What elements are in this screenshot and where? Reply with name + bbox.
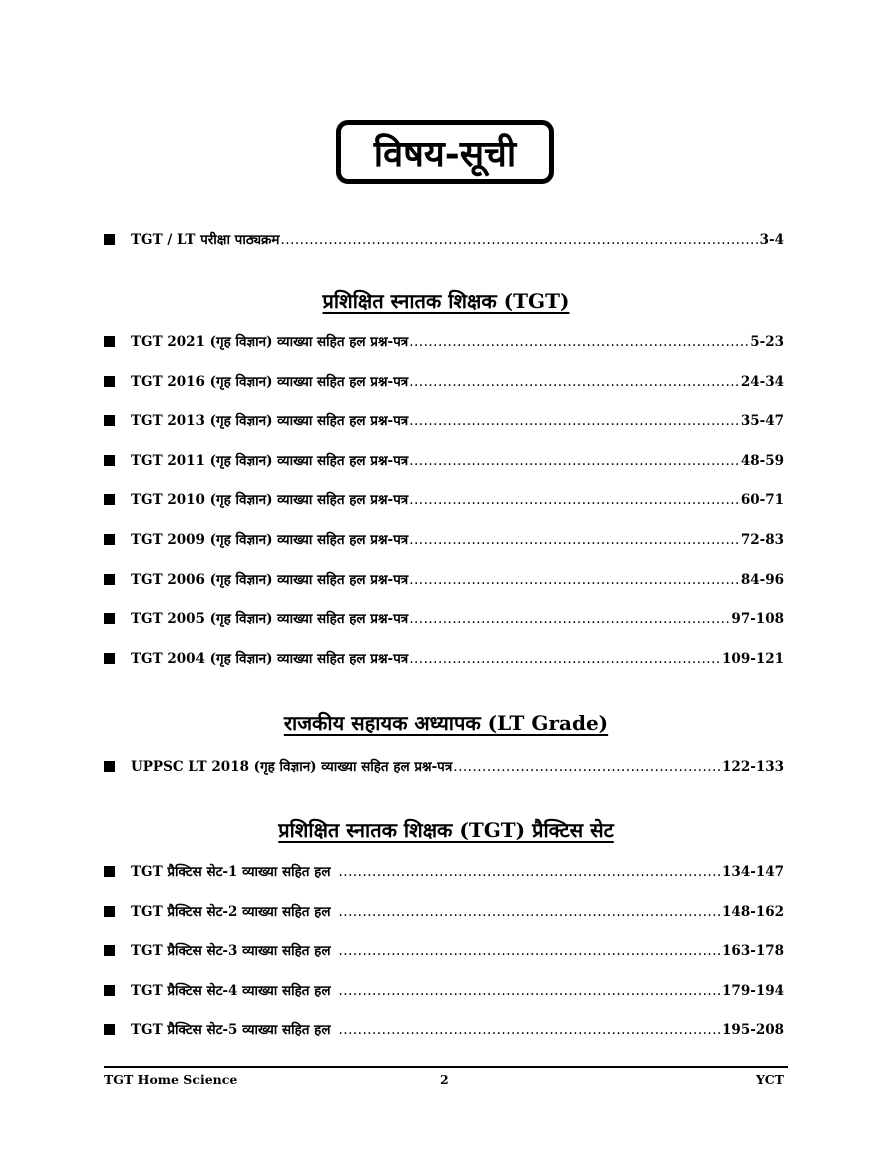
toc-entry-label: TGT 2004 (गृह विज्ञान) व्याख्या सहित हल प्रश्न-पत्र <box>131 651 409 667</box>
square-bullet-icon <box>104 234 115 245</box>
toc-entry-label: TGT 2009 (गृह विज्ञान) व्याख्या सहित हल प्रश्न-पत्र <box>131 532 409 548</box>
toc-entry-pages: 72-83 <box>740 532 784 548</box>
toc-entry-label: TGT 2021 (गृह विज्ञान) व्याख्या सहित हल प्रश्न-पत्र <box>131 334 409 350</box>
dot-leader <box>281 231 759 249</box>
square-bullet-icon <box>104 613 115 624</box>
dot-leader <box>409 452 740 470</box>
toc-entry[interactable] <box>104 903 784 921</box>
toc-entry-pages: 163-178 <box>722 943 784 959</box>
section-heading-lt-grade: राजकीय सहायक अध्यापक (LT Grade) <box>283 711 609 735</box>
section-heading-tgt: प्रशिक्षित स्नातक शिक्षक (TGT) <box>322 289 570 313</box>
square-bullet-icon <box>104 866 115 877</box>
dot-leader <box>339 942 722 960</box>
dot-leader <box>339 1021 722 1039</box>
square-bullet-icon <box>104 985 115 996</box>
toc-entry-pages: 84-96 <box>740 572 784 588</box>
toc-entry-pages: 148-162 <box>722 904 784 920</box>
square-bullet-icon <box>104 906 115 917</box>
toc-entry[interactable] <box>104 452 784 470</box>
toc-entry-pages: 24-34 <box>740 374 784 390</box>
toc-entry-label: TGT 2005 (गृह विज्ञान) व्याख्या सहित हल प्रश्न-पत्र <box>131 611 409 627</box>
page-title: विषय-सूची <box>336 120 554 184</box>
dot-leader <box>339 903 722 921</box>
toc-entry[interactable] <box>104 531 784 549</box>
toc-entry[interactable] <box>104 491 784 509</box>
square-bullet-icon <box>104 336 115 347</box>
dot-leader <box>409 531 740 549</box>
toc-entry-label: TGT प्रैक्टिस सेट-1 व्याख्या सहित हल <box>131 864 331 880</box>
dot-leader <box>339 982 722 1000</box>
square-bullet-icon <box>104 653 115 664</box>
square-bullet-icon <box>104 534 115 545</box>
dot-leader <box>339 863 722 881</box>
toc-entry-label: TGT 2011 (गृह विज्ञान) व्याख्या सहित हल प्रश्न-पत्र <box>131 453 409 469</box>
section-heading-practice-set: प्रशिक्षित स्नातक शिक्षक (TGT) प्रैक्टिस सेट <box>278 818 614 842</box>
toc-entry-pages: 122-133 <box>722 759 784 775</box>
dot-leader <box>409 333 749 351</box>
toc-entry-pages: 60-71 <box>740 492 784 508</box>
toc-entry-label: UPPSC LT 2018 (गृह विज्ञान) व्याख्या सहित हल प्रश्न-पत्र <box>131 759 453 775</box>
toc-entry-pages: 109-121 <box>722 651 784 667</box>
dot-leader <box>409 571 740 589</box>
dot-leader <box>409 412 740 430</box>
square-bullet-icon <box>104 455 115 466</box>
toc-entry[interactable] <box>104 610 784 628</box>
toc-entry[interactable] <box>104 373 784 391</box>
toc-entry-label: TGT प्रैक्टिस सेट-3 व्याख्या सहित हल <box>131 943 331 959</box>
toc-entry-label: TGT 2006 (गृह विज्ञान) व्याख्या सहित हल प्रश्न-पत्र <box>131 572 409 588</box>
toc-entry[interactable] <box>104 333 784 351</box>
toc-entry[interactable] <box>104 412 784 430</box>
square-bullet-icon <box>104 945 115 956</box>
square-bullet-icon <box>104 494 115 505</box>
toc-entry-pages: 5-23 <box>750 334 784 350</box>
toc-entry[interactable] <box>104 650 784 668</box>
toc-entry-pages: 48-59 <box>740 453 784 469</box>
dot-leader <box>409 650 721 668</box>
square-bullet-icon <box>104 415 115 426</box>
toc-entry[interactable] <box>104 758 784 776</box>
footer-publisher: YCT <box>756 1072 784 1087</box>
dot-leader <box>453 758 721 776</box>
toc-entry-label: TGT / LT परीक्षा पाठ्यक्रम <box>131 232 280 248</box>
toc-entry-label: TGT प्रैक्टिस सेट-2 व्याख्या सहित हल <box>131 904 331 920</box>
square-bullet-icon <box>104 761 115 772</box>
footer-page-number: 2 <box>440 1072 449 1087</box>
toc-entry[interactable] <box>104 942 784 960</box>
footer-book-title: TGT Home Science <box>104 1072 238 1087</box>
toc-entry[interactable] <box>104 571 784 589</box>
toc-entry-label: TGT प्रैक्टिस सेट-4 व्याख्या सहित हल <box>131 983 331 999</box>
dot-leader <box>409 373 740 391</box>
toc-entry[interactable] <box>104 863 784 881</box>
toc-entry-label: TGT प्रैक्टिस सेट-5 व्याख्या सहित हल <box>131 1022 331 1038</box>
square-bullet-icon <box>104 574 115 585</box>
toc-entry[interactable] <box>104 982 784 1000</box>
toc-entry-pages: 134-147 <box>722 864 784 880</box>
toc-entry-pages: 3-4 <box>759 232 784 248</box>
toc-entry-pages: 35-47 <box>740 413 784 429</box>
footer-divider <box>104 1066 788 1068</box>
dot-leader <box>409 491 740 509</box>
toc-entry-syllabus[interactable] <box>104 231 784 249</box>
toc-entry-label: TGT 2016 (गृह विज्ञान) व्याख्या सहित हल प्रश्न-पत्र <box>131 374 409 390</box>
square-bullet-icon <box>104 1024 115 1035</box>
square-bullet-icon <box>104 376 115 387</box>
toc-entry-label: TGT 2010 (गृह विज्ञान) व्याख्या सहित हल प्रश्न-पत्र <box>131 492 409 508</box>
toc-entry-pages: 97-108 <box>731 611 784 627</box>
toc-entry-label: TGT 2013 (गृह विज्ञान) व्याख्या सहित हल प्रश्न-पत्र <box>131 413 409 429</box>
toc-entry-pages: 179-194 <box>722 983 784 999</box>
toc-entry-pages: 195-208 <box>722 1022 784 1038</box>
dot-leader <box>409 610 730 628</box>
toc-entry[interactable] <box>104 1021 784 1039</box>
